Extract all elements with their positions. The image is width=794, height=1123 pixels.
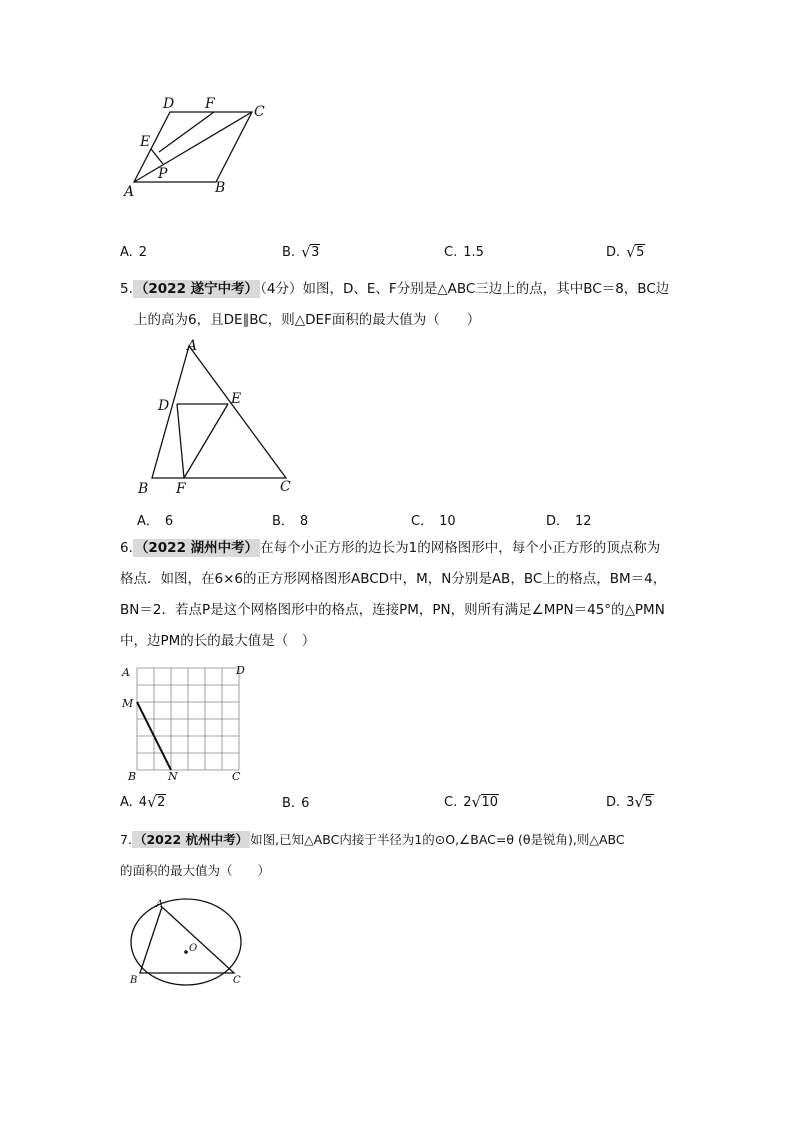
question-5: 5. （2022 遂宁中考） （4分）如图，D、E、F分别是△ABC三边上的点，其中BC＝8，BC边 上的高为6，且DE∥BC，则△DEF面积的最大值为（ ） xyxy=(120,281,670,328)
q4-option-b[interactable]: B. √ 3 xyxy=(282,243,320,261)
triangle-abc xyxy=(152,346,286,478)
label-c: C xyxy=(232,770,241,782)
center-point xyxy=(184,950,188,954)
q4-option-a[interactable]: A. 2 xyxy=(120,245,148,260)
label-m: M xyxy=(122,697,134,710)
question-number: 5. xyxy=(120,281,133,297)
q6-option-c[interactable]: C. 2 √ 10 xyxy=(444,793,499,811)
label-a: A xyxy=(122,666,130,679)
label-f: F xyxy=(205,96,215,112)
source-tag: （2022 湖州中考） xyxy=(134,540,259,556)
q6-option-a[interactable]: A. 4 √ 2 xyxy=(120,793,166,811)
question-6: 6. （2022 湖州中考） 在每个小正方形的边长为1的网格图形中，每个小正方形的顶点称为 格点．如图，在6×6的正方形网格图形ABCD中，M，N分别是AB，BC上的格点，BM＝4， BN＝2．若点P是这个网格图形中的格点，连接PM，PN，则所有满足∠MPN＝45°的△PMN 中，边PM的长的最大值是（ ） xyxy=(120,540,667,649)
label-d: D xyxy=(158,398,170,414)
label-a: A xyxy=(156,899,164,910)
label-f: F xyxy=(176,481,186,497)
label-b: B xyxy=(138,481,149,497)
grid-lines xyxy=(137,668,239,770)
triangle-figure xyxy=(132,336,302,498)
label-e: E xyxy=(140,134,151,150)
segment-ef xyxy=(184,404,228,478)
question-number: 6. xyxy=(120,540,133,556)
label-c: C xyxy=(254,104,265,120)
label-d: D xyxy=(163,96,175,112)
segment-ep xyxy=(151,149,163,164)
q5-option-a[interactable]: A． 6 xyxy=(137,514,174,529)
sqrt-symbol: √ 2 xyxy=(147,793,166,811)
sqrt-symbol: √ 5 xyxy=(626,243,645,261)
label-p: P xyxy=(158,166,168,182)
label-b: B xyxy=(128,770,137,782)
q5-option-d[interactable]: D． 12 xyxy=(546,514,592,529)
q5-option-c[interactable]: C． 10 xyxy=(411,514,456,529)
label-o: O xyxy=(189,943,198,954)
question-7: 7. （2022 杭州中考） 如图,已知△ABC内接于半径为1的⊙O,∠BAC=θ (θ是锐角),则△ABC 的面积的最大值为（ ） xyxy=(120,832,625,878)
label-b: B xyxy=(215,180,226,196)
parallelogram-figure xyxy=(118,92,278,202)
label-a: A xyxy=(124,184,135,200)
label-c: C xyxy=(233,975,241,986)
sqrt-symbol: √ 3 xyxy=(301,243,320,261)
q5-option-b[interactable]: B． 8 xyxy=(272,514,309,529)
q4-option-c[interactable]: C. 1.5 xyxy=(444,245,484,260)
q6-option-b[interactable]: B. 6 xyxy=(282,796,310,811)
triangle-abc xyxy=(140,907,234,973)
question-number: 7. xyxy=(120,832,132,847)
label-b: B xyxy=(130,975,138,986)
sqrt-symbol: √ 5 xyxy=(634,793,653,811)
sqrt-symbol: √ 10 xyxy=(471,793,499,811)
label-a: A xyxy=(187,338,198,354)
circle-figure xyxy=(124,895,254,995)
label-e: E xyxy=(231,391,242,407)
label-d: D xyxy=(236,664,245,677)
segment-df xyxy=(177,404,184,478)
grid-figure xyxy=(118,660,258,782)
label-n: N xyxy=(168,770,178,782)
label-c: C xyxy=(280,479,291,495)
q4-option-d[interactable]: D. √ 5 xyxy=(606,243,645,261)
circle-o xyxy=(131,899,241,985)
source-tag: （2022 杭州中考） xyxy=(133,832,249,847)
source-tag: （2022 遂宁中考） xyxy=(134,281,259,297)
q6-option-d[interactable]: D. 3 √ 5 xyxy=(606,793,653,811)
